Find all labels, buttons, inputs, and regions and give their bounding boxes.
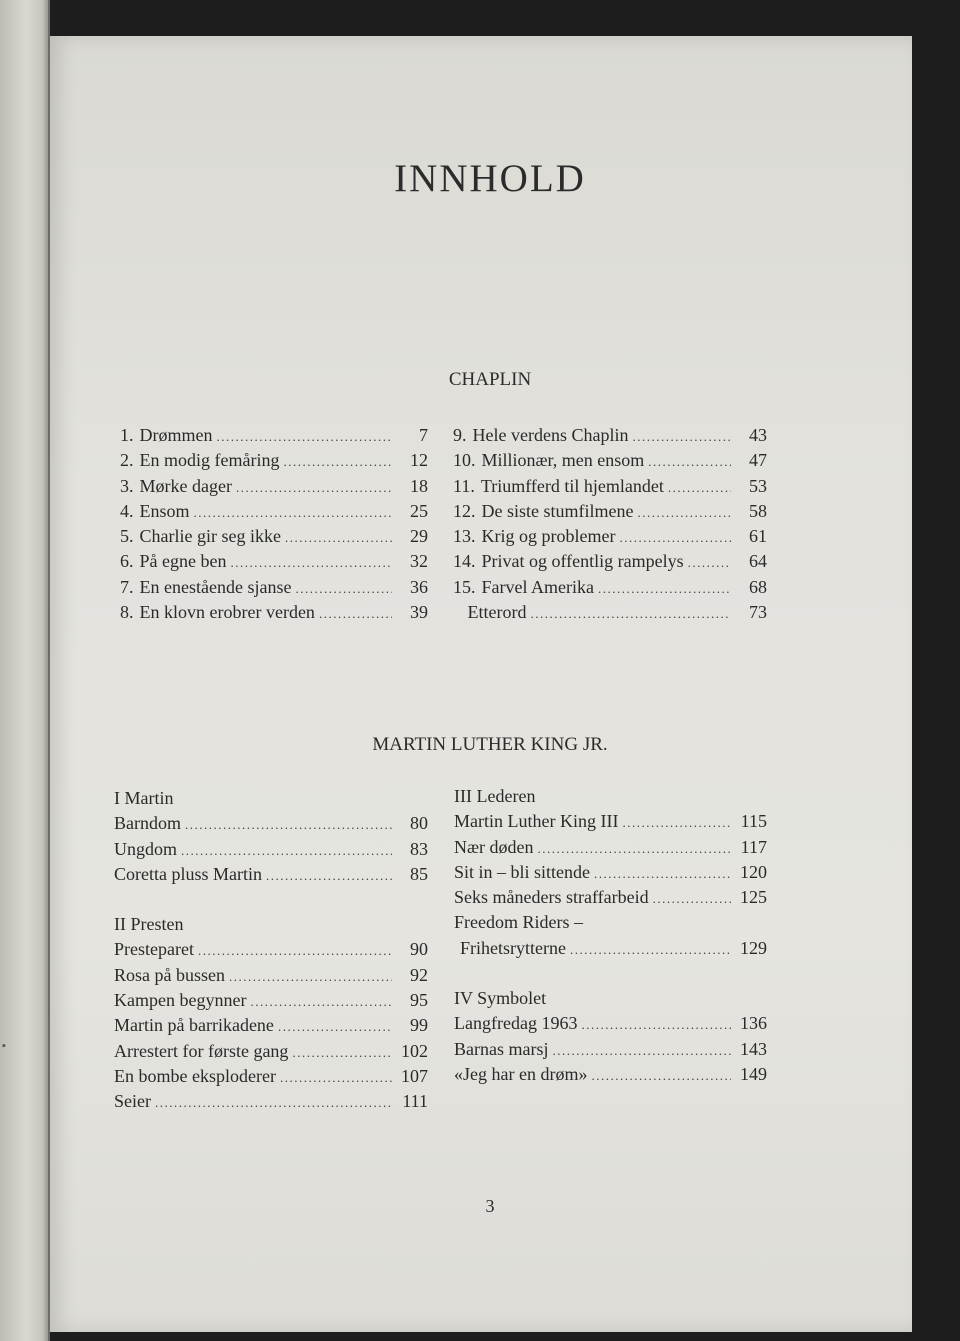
dot-leader <box>319 601 392 626</box>
toc-entry <box>453 524 767 549</box>
entry-title: Hele verdens Chaplin <box>472 425 629 445</box>
entry-page: 58 <box>749 500 767 521</box>
entry-title: De siste stumfilmene <box>481 500 634 521</box>
entry-number: 2. <box>120 450 134 471</box>
dot-leader <box>155 1090 392 1115</box>
mlk-right-column <box>454 784 767 1087</box>
dot-leader <box>653 886 731 911</box>
chaplin-right-column <box>453 423 767 625</box>
dot-leader <box>216 424 392 449</box>
dot-leader <box>622 810 731 835</box>
chaplin-heading: CHAPLIN <box>448 369 532 390</box>
entry-number: 12. <box>453 500 476 521</box>
dot-leader <box>250 989 392 1014</box>
toc-entry <box>114 1039 428 1064</box>
dot-leader <box>292 1040 392 1065</box>
entry-page: 90 <box>410 939 428 960</box>
entry-title: En modig femåring <box>139 450 280 471</box>
entry-title: Barndom <box>114 813 181 834</box>
toc-entry <box>454 885 767 910</box>
entry-page: 73 <box>749 602 767 623</box>
edge-mark: ▪ <box>2 1040 6 1052</box>
dot-leader <box>198 938 392 963</box>
dot-leader <box>619 525 731 550</box>
dot-leader <box>688 550 731 575</box>
entry-page: 18 <box>410 475 428 496</box>
entry-page: 117 <box>740 836 767 857</box>
toc-entry <box>454 809 767 834</box>
entry-page: 39 <box>410 602 428 623</box>
toc-entry <box>114 1064 428 1089</box>
toc-entry <box>114 1089 428 1114</box>
entry-title: Seier <box>114 1091 151 1112</box>
entry-page: 68 <box>749 576 767 597</box>
entry-title: På egne ben <box>139 551 227 572</box>
entry-page: 95 <box>410 990 428 1011</box>
dot-leader <box>598 576 731 601</box>
entry-number: 1. <box>120 425 134 445</box>
entry-page: 29 <box>410 526 428 547</box>
mlk-left-column <box>114 786 428 1115</box>
toc-entry <box>454 1062 767 1087</box>
toc-entry <box>453 448 767 473</box>
entry-number: 14. <box>453 551 476 572</box>
entry-title: En enestående sjanse <box>139 576 292 597</box>
entry-title: Krig og problemer <box>481 526 616 547</box>
toc-entry <box>454 835 767 860</box>
entry-title: Drømmen <box>139 425 213 445</box>
toc-entry <box>453 423 767 448</box>
entry-page: 99 <box>410 1015 428 1036</box>
dot-leader <box>591 1063 731 1088</box>
entry-page: 115 <box>740 811 767 832</box>
toc-entry <box>454 1037 767 1062</box>
toc-entry <box>120 600 428 625</box>
entry-page: 25 <box>410 500 428 521</box>
entry-page: 107 <box>401 1065 428 1086</box>
entry-title: Martin på barrikadene <box>114 1015 274 1036</box>
entry-title: Mørke dager <box>139 475 232 496</box>
entry-number: 6. <box>120 551 134 572</box>
toc-entry <box>120 524 428 549</box>
dot-leader <box>285 525 392 550</box>
toc-entry <box>453 474 767 499</box>
dot-leader <box>581 1012 731 1037</box>
dot-leader <box>266 863 392 888</box>
toc-entry <box>454 936 767 961</box>
entry-page: 43 <box>749 425 767 445</box>
part-heading: III Lederen <box>454 786 536 806</box>
toc-entry <box>114 988 428 1013</box>
entry-title: «Jeg har en drøm» <box>454 1063 588 1084</box>
entry-number: 3. <box>120 475 134 496</box>
part-heading: II Presten <box>114 914 184 935</box>
entry-page: 111 <box>402 1091 428 1112</box>
toc-entry <box>453 499 767 524</box>
page-number: 3 <box>485 1196 495 1216</box>
dot-leader <box>637 500 731 525</box>
entry-number: 7. <box>120 576 134 597</box>
dot-leader <box>194 500 392 525</box>
toc-entry <box>120 575 428 600</box>
entry-page: 143 <box>740 1038 767 1059</box>
toc-entry <box>453 575 767 600</box>
entry-page: 83 <box>410 838 428 859</box>
entry-title: Martin Luther King III <box>454 811 619 832</box>
entry-number: 5. <box>120 526 134 547</box>
toc-entry <box>120 549 428 574</box>
chaplin-left-column <box>120 423 428 625</box>
entry-page: 64 <box>749 551 767 572</box>
entry-title: Sit in – bli sittende <box>454 861 591 882</box>
entry-page: 102 <box>401 1040 428 1061</box>
toc-entry <box>114 963 428 988</box>
toc-entry <box>453 549 767 574</box>
dot-leader <box>570 937 731 962</box>
dot-leader <box>668 475 731 500</box>
toc-entry <box>120 423 428 448</box>
dot-leader <box>181 838 392 863</box>
dot-leader <box>538 836 732 861</box>
entry-title: Barnas marsj <box>454 1038 549 1059</box>
entry-number: 4. <box>120 500 134 521</box>
dot-leader <box>632 424 731 449</box>
entry-page: 80 <box>410 813 428 834</box>
entry-page: 53 <box>749 475 767 496</box>
entry-title: Privat og offentlig rampelys <box>481 551 684 572</box>
entry-page: 129 <box>740 937 767 958</box>
part-heading: I Martin <box>114 788 174 808</box>
entry-page: 92 <box>410 964 428 985</box>
entry-title: En klovn erobrer verden <box>139 602 315 623</box>
toc-entry <box>454 1011 767 1036</box>
dot-leader <box>278 1014 392 1039</box>
entry-title: Freedom Riders – <box>454 912 583 933</box>
dot-leader <box>648 449 731 474</box>
entry-page: 7 <box>419 425 428 445</box>
entry-page: 32 <box>410 551 428 572</box>
entry-number: 15. <box>453 576 476 597</box>
dot-leader <box>185 812 392 837</box>
entry-page: 61 <box>749 526 767 547</box>
entry-title: Ungdom <box>114 838 177 859</box>
entry-title: Millionær, men ensom <box>481 450 645 471</box>
dot-leader <box>230 550 392 575</box>
group-spacer <box>114 887 428 912</box>
entry-page: 36 <box>410 576 428 597</box>
entry-title: Seks måneders straffarbeid <box>454 887 649 908</box>
entry-title: En bombe eksploderer <box>114 1065 276 1086</box>
entry-number: 9. <box>453 425 467 445</box>
entry-page: 85 <box>410 863 428 884</box>
entry-title: Ensom <box>139 500 190 521</box>
entry-title: Farvel Amerika <box>481 576 594 597</box>
dot-leader <box>229 964 392 989</box>
entry-number: 10. <box>453 450 476 471</box>
dot-leader <box>295 576 392 601</box>
facing-page-edge <box>0 0 50 1341</box>
dot-leader <box>236 475 392 500</box>
entry-title: Coretta pluss Martin <box>114 863 262 884</box>
entry-page: 149 <box>740 1063 767 1084</box>
entry-number: 13. <box>453 526 476 547</box>
dot-leader <box>552 1038 731 1063</box>
entry-page: 125 <box>740 887 767 908</box>
toc-entry <box>120 474 428 499</box>
dot-leader <box>280 1065 392 1090</box>
group-spacer <box>454 961 767 986</box>
toc-entry <box>454 910 767 935</box>
entry-title: Langfredag 1963 <box>454 1013 578 1034</box>
toc-entry <box>114 1013 428 1038</box>
entry-title: Nær døden <box>454 836 534 857</box>
entry-title: Triumfferd til hjemlandet <box>480 475 664 496</box>
entry-page: 120 <box>740 861 767 882</box>
mlk-heading: MARTIN LUTHER KING JR. <box>372 734 608 755</box>
toc-entry <box>114 862 428 887</box>
entry-page: 47 <box>749 450 767 471</box>
entry-title: Charlie gir seg ikke <box>139 526 281 547</box>
entry-page: 136 <box>740 1013 767 1034</box>
entry-title: Etterord <box>467 602 527 623</box>
entry-number: 8. <box>120 602 134 623</box>
book-page <box>50 36 912 1332</box>
entry-page: 12 <box>410 450 428 471</box>
entry-title: Kampen begynner <box>114 990 247 1011</box>
entry-title: Presteparet <box>114 939 194 960</box>
dot-leader <box>531 601 731 626</box>
entry-title: Rosa på bussen <box>114 964 225 985</box>
toc-entry <box>114 937 428 962</box>
toc-entry <box>454 860 767 885</box>
toc-entry <box>453 600 767 625</box>
dot-leader <box>594 861 731 886</box>
part-heading: IV Symbolet <box>454 988 547 1009</box>
toc-entry <box>114 811 428 836</box>
page-title: INNHOLD <box>394 157 586 200</box>
entry-title: Frihetsrytterne <box>460 937 566 958</box>
dot-leader <box>283 449 392 474</box>
entry-number: 11. <box>453 475 475 496</box>
entry-title: Arrestert for første gang <box>114 1040 289 1061</box>
toc-entry <box>120 499 428 524</box>
toc-entry <box>114 837 428 862</box>
toc-entry <box>120 448 428 473</box>
